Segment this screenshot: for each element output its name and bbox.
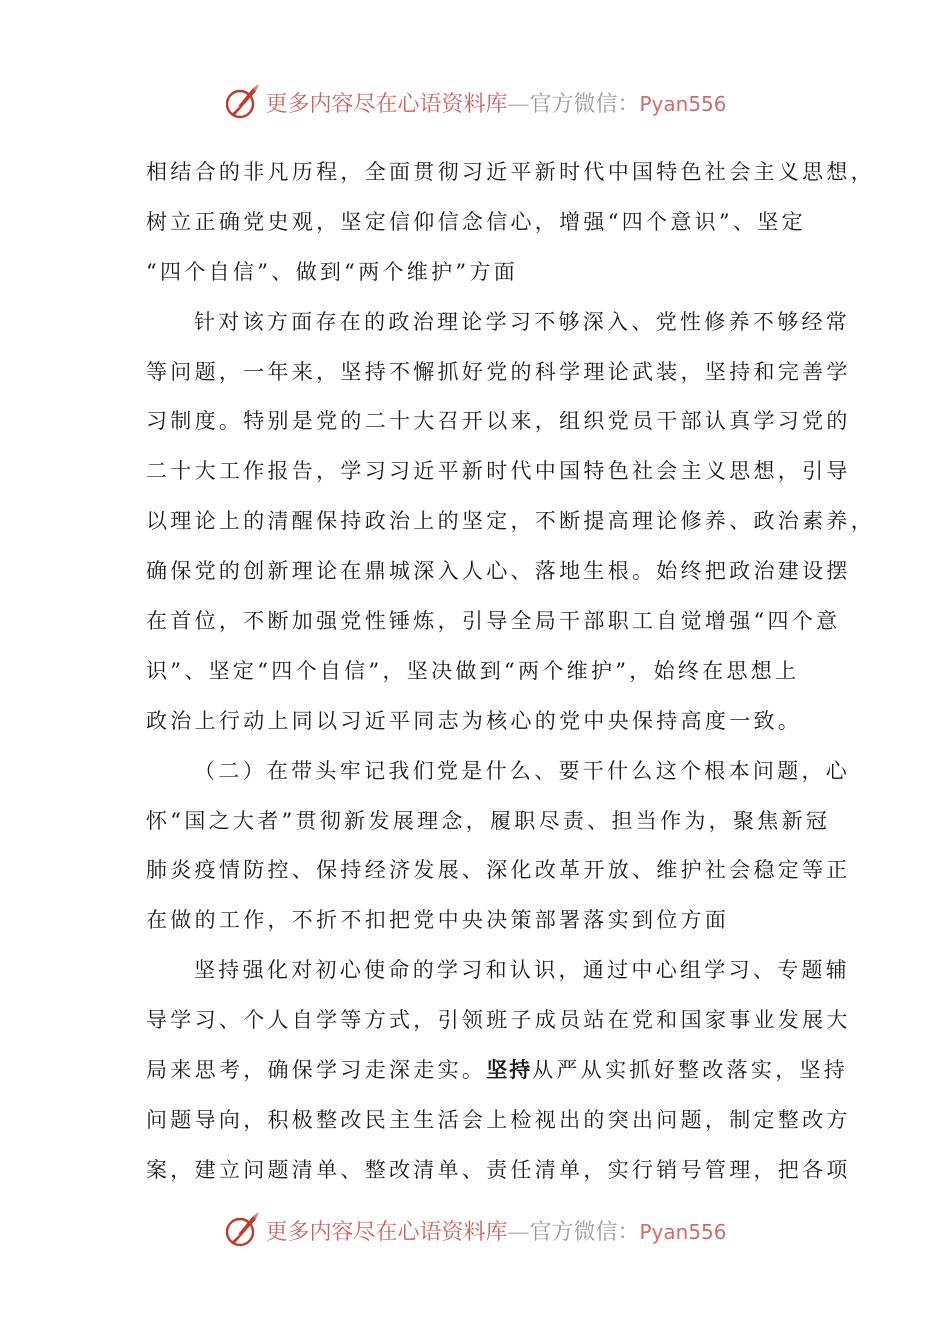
section-heading-line: 在做的工作，不折不扣把党中央决策部署落实到位方面 [146, 908, 730, 933]
text-line: 案，建立问题清单、整改清单、责任清单，实行销号管理，把各项 [146, 1157, 851, 1182]
text-line: 导学习、个人自学等方式，引领班子成员站在党和国家事业发展大 [146, 1008, 851, 1033]
quill-pen-circle-icon [223, 82, 263, 122]
document-body [146, 148, 875, 1196]
text-line: 习制度。特别是党的二十大召开以来，组织党员干部认真学习党的 [146, 409, 851, 434]
bold-text: 坚持 [486, 1058, 533, 1083]
section-heading-line: 怀“国之大者”贯彻新发展理念，履职尽责、担当作为，聚焦新冠 [146, 808, 831, 833]
text-line: 以理论上的清醒保持政治上的坚定，不断提高理论修养、政治素养， [146, 509, 875, 534]
watermark-text: 更多内容尽在心语资料库—官方微信：Pyan556 [265, 1219, 727, 1245]
section-heading-line: （二）在带头牢记我们党是什么、要干什么这个根本问题，心 [194, 758, 851, 783]
text-line: 确保党的创新理论在鼎城深入人心、落地生根。始终把政治建设摆 [146, 559, 851, 584]
text-line: 识”、坚定“四个自信”，坚决做到“两个维护”，始终在思想上 [146, 658, 800, 683]
watermark-text: 更多内容尽在心语资料库—官方微信：Pyan556 [265, 91, 727, 117]
text-line: 二十大工作报告，学习习近平新时代中国特色社会主义思想，引导 [146, 459, 851, 484]
text-line: 在首位，不断加强党性锤炼，引导全局干部职工自觉增强“四个意 [146, 609, 841, 634]
text-line: 等问题，一年来，坚持不懈抓好党的科学理论武装，坚持和完善学 [146, 359, 851, 384]
text-segment: 局来思考，确保学习走深走实。 [146, 1058, 487, 1083]
watermark-banner-top [0, 82, 950, 122]
watermark-banner-bottom [0, 1210, 950, 1250]
text-line: 相结合的非凡历程，全面贯彻习近平新时代中国特色社会主义思想， [146, 160, 875, 184]
text-line: 问题导向，积极整改民主生活会上检视出的突出问题，制定整改方 [146, 1107, 851, 1132]
text-line: 政治上行动上同以习近平同志为核心的党中央保持高度一致。 [146, 708, 803, 733]
paragraph-start-line: 坚持强化对初心使命的学习和认识，通过中心组学习、专题辅 [194, 958, 851, 983]
paragraph-start-line: 针对该方面存在的政治理论学习不够深入、党性修养不够经常 [194, 309, 851, 334]
section-heading-line: 肺炎疫情防控、保持经济发展、深化改革开放、维护社会稳定等正 [146, 858, 851, 883]
text-segment: 从严从实抓好整改落实，坚持 [532, 1058, 849, 1083]
text-line: 树立正确党史观，坚定信仰信念信心，增强“四个意识”、坚定 [146, 209, 806, 234]
text-line: “四个自信”、做到“两个维护”方面 [146, 259, 519, 284]
quill-pen-circle-icon [223, 1210, 263, 1250]
text-line-with-bold [146, 1046, 849, 1096]
